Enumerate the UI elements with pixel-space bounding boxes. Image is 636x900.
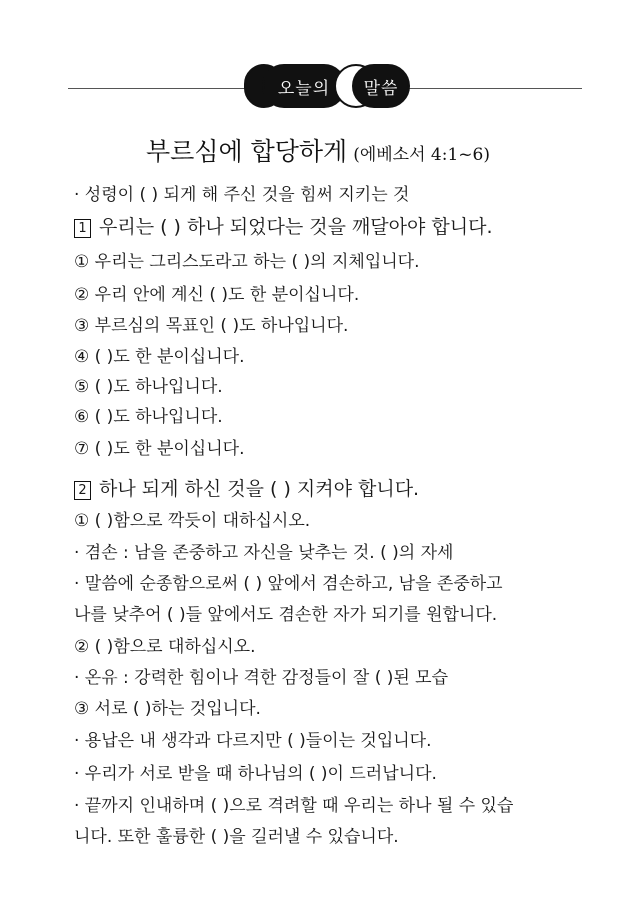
page-title xyxy=(0,132,636,168)
header-label-b: 말씀 xyxy=(363,78,399,99)
section-number-box: 1 xyxy=(74,219,91,238)
list-item: ② 우리 안에 계신 ( )도 한 분이십니다. xyxy=(74,285,360,305)
list-item: · 끝까지 인내하며 ( )으로 격려할 때 우리는 하나 될 수 있습 xyxy=(74,796,514,816)
list-item: · 겸손 : 남을 존중하고 자신을 낮추는 것. ( )의 자세 xyxy=(74,543,454,563)
list-item: · 온유 : 강력한 힘이나 격한 감정들이 잘 ( )된 모습 xyxy=(74,668,449,688)
header-banner xyxy=(0,0,636,130)
list-item: · 성령이 ( ) 되게 해 주신 것을 힘써 지키는 것 xyxy=(74,185,410,205)
title-main: 부르심에 합당하게 xyxy=(146,137,348,166)
list-item: ⑦ ( )도 한 분이십니다. xyxy=(74,439,245,459)
list-item: · 용납은 내 생각과 다르지만 ( )들이는 것입니다. xyxy=(74,731,432,751)
list-item: ⑥ ( )도 하나입니다. xyxy=(74,407,223,427)
header-pill-label-b xyxy=(352,64,410,108)
header-label-a: 오늘의 xyxy=(277,78,331,99)
section-heading-1: 1 우리는 ( ) 하나 되었다는 것을 깨달아야 합니다. xyxy=(74,212,586,239)
list-item: 니다. 또한 훌륭한 ( )을 길러낼 수 있습니다. xyxy=(74,827,399,847)
section-heading-2: 2 하나 되게 하신 것을 ( ) 지켜야 합니다. xyxy=(74,474,586,501)
section-number-box: 2 xyxy=(74,481,91,500)
list-item: ① 우리는 그리스도라고 하는 ( )의 지체입니다. xyxy=(74,252,420,272)
title-reference: (에베소서 4:1~6) xyxy=(353,145,490,165)
list-item: ② ( )함으로 대하십시오. xyxy=(74,637,256,657)
list-item: ③ 부르심의 목표인 ( )도 하나입니다. xyxy=(74,316,349,336)
list-item: · 말씀에 순종함으로써 ( ) 앞에서 겸손하고, 남을 존중하고 xyxy=(74,574,503,594)
list-item: · 우리가 서로 받을 때 하나님의 ( )이 드러납니다. xyxy=(74,764,437,784)
list-item: ③ 서로 ( )하는 것입니다. xyxy=(74,699,261,719)
list-item: ⑤ ( )도 하나입니다. xyxy=(74,377,223,397)
list-item: ④ ( )도 한 분이십니다. xyxy=(74,347,245,367)
list-item: ① ( )함으로 깍듯이 대하십시오. xyxy=(74,511,311,531)
list-item: 나를 낮추어 ( )들 앞에서도 겸손한 자가 되기를 원합니다. xyxy=(74,605,498,625)
